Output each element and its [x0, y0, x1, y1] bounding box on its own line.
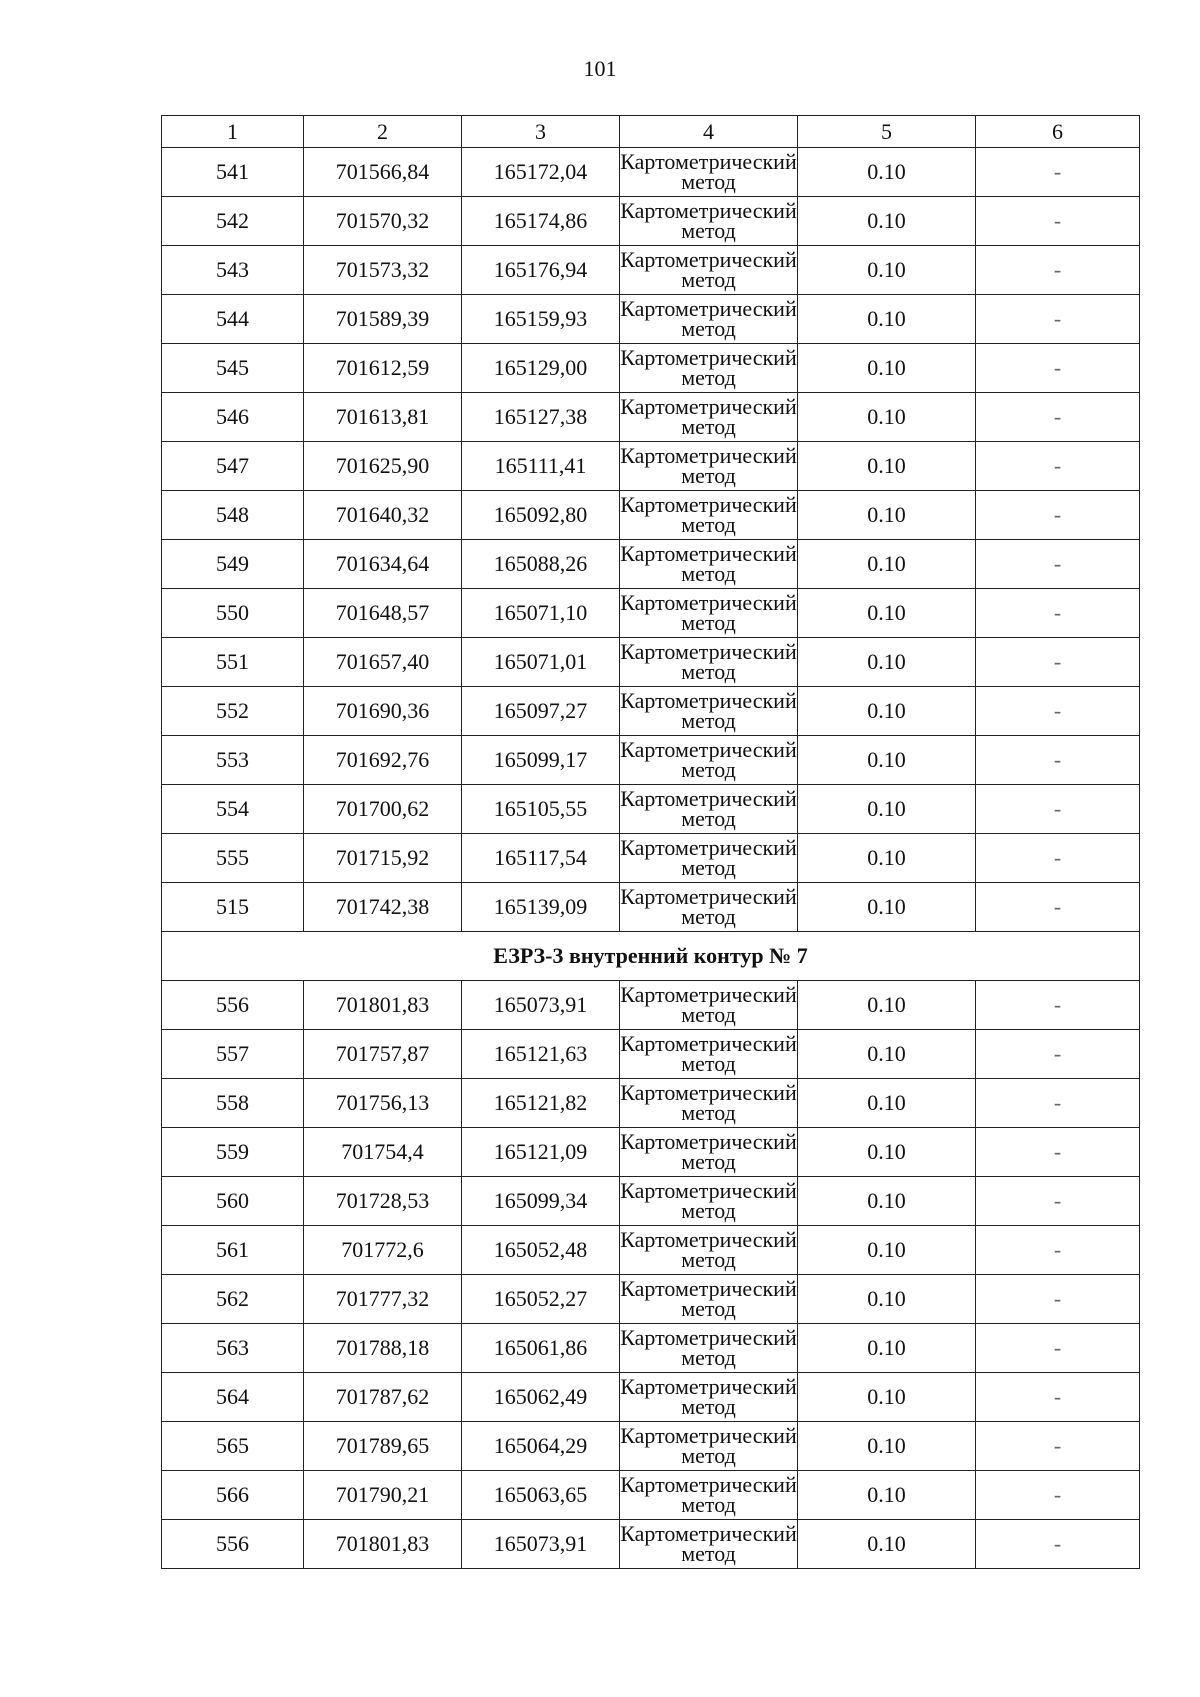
x-coordinate-cell: 701566,84	[304, 148, 462, 197]
note-cell: -	[976, 1520, 1140, 1569]
method-cell: Картометрический метод	[620, 1373, 798, 1422]
accuracy-cell: 0.10	[798, 540, 976, 589]
method-cell: Картометрический метод	[620, 1128, 798, 1177]
method-cell: Картометрический метод	[620, 1520, 798, 1569]
accuracy-cell: 0.10	[798, 589, 976, 638]
x-coordinate-cell: 701573,32	[304, 246, 462, 295]
x-coordinate-cell: 701754,4	[304, 1128, 462, 1177]
note-cell: -	[976, 246, 1140, 295]
accuracy-cell: 0.10	[798, 1128, 976, 1177]
note-cell: -	[976, 295, 1140, 344]
x-coordinate-cell: 701801,83	[304, 1520, 462, 1569]
y-coordinate-cell: 165129,00	[462, 344, 620, 393]
point-number-cell: 548	[162, 491, 304, 540]
table-row	[162, 638, 1140, 687]
note-cell: -	[976, 442, 1140, 491]
y-coordinate-cell: 165121,09	[462, 1128, 620, 1177]
y-coordinate-cell: 165105,55	[462, 785, 620, 834]
section-row	[162, 932, 1140, 981]
method-cell: Картометрический метод	[620, 1177, 798, 1226]
table-row	[162, 197, 1140, 246]
table-row	[162, 491, 1140, 540]
method-cell: Картометрический метод	[620, 246, 798, 295]
accuracy-cell: 0.10	[798, 1030, 976, 1079]
x-coordinate-cell: 701790,21	[304, 1471, 462, 1520]
method-cell: Картометрический метод	[620, 1471, 798, 1520]
accuracy-cell: 0.10	[798, 1079, 976, 1128]
table-row	[162, 834, 1140, 883]
accuracy-cell: 0.10	[798, 295, 976, 344]
x-coordinate-cell: 701612,59	[304, 344, 462, 393]
point-number-cell: 550	[162, 589, 304, 638]
note-cell: -	[976, 834, 1140, 883]
method-cell: Картометрический метод	[620, 491, 798, 540]
point-number-cell: 560	[162, 1177, 304, 1226]
accuracy-cell: 0.10	[798, 1471, 976, 1520]
point-number-cell: 542	[162, 197, 304, 246]
method-cell: Картометрический метод	[620, 785, 798, 834]
note-cell: -	[976, 1030, 1140, 1079]
point-number-cell: 555	[162, 834, 304, 883]
point-number-cell: 553	[162, 736, 304, 785]
y-coordinate-cell: 165071,10	[462, 589, 620, 638]
method-cell: Картометрический метод	[620, 1422, 798, 1471]
note-cell: -	[976, 589, 1140, 638]
y-coordinate-cell: 165127,38	[462, 393, 620, 442]
point-number-cell: 561	[162, 1226, 304, 1275]
method-cell: Картометрический метод	[620, 295, 798, 344]
y-coordinate-cell: 165111,41	[462, 442, 620, 491]
method-cell: Картометрический метод	[620, 981, 798, 1030]
point-number-cell: 515	[162, 883, 304, 932]
accuracy-cell: 0.10	[798, 442, 976, 491]
y-coordinate-cell: 165099,34	[462, 1177, 620, 1226]
point-number-cell: 556	[162, 981, 304, 1030]
note-cell: -	[976, 1226, 1140, 1275]
method-cell: Картометрический метод	[620, 589, 798, 638]
x-coordinate-cell: 701648,57	[304, 589, 462, 638]
method-cell: Картометрический метод	[620, 834, 798, 883]
y-coordinate-cell: 165097,27	[462, 687, 620, 736]
column-header-6: 6	[976, 116, 1140, 148]
note-cell: -	[976, 1128, 1140, 1177]
accuracy-cell: 0.10	[798, 1373, 976, 1422]
column-header-3: 3	[462, 116, 620, 148]
y-coordinate-cell: 165121,63	[462, 1030, 620, 1079]
note-cell: -	[976, 393, 1140, 442]
table-row	[162, 736, 1140, 785]
table-row	[162, 1128, 1140, 1177]
note-cell: -	[976, 1373, 1140, 1422]
note-cell: -	[976, 148, 1140, 197]
x-coordinate-cell: 701640,32	[304, 491, 462, 540]
point-number-cell: 556	[162, 1520, 304, 1569]
y-coordinate-cell: 165088,26	[462, 540, 620, 589]
method-cell: Картометрический метод	[620, 1079, 798, 1128]
point-number-cell: 564	[162, 1373, 304, 1422]
x-coordinate-cell: 701789,65	[304, 1422, 462, 1471]
accuracy-cell: 0.10	[798, 1422, 976, 1471]
x-coordinate-cell: 701700,62	[304, 785, 462, 834]
y-coordinate-cell: 165121,82	[462, 1079, 620, 1128]
table-row	[162, 344, 1140, 393]
point-number-cell: 563	[162, 1324, 304, 1373]
x-coordinate-cell: 701657,40	[304, 638, 462, 687]
table-row	[162, 589, 1140, 638]
point-number-cell: 562	[162, 1275, 304, 1324]
x-coordinate-cell: 701756,13	[304, 1079, 462, 1128]
accuracy-cell: 0.10	[798, 1324, 976, 1373]
accuracy-cell: 0.10	[798, 1226, 976, 1275]
method-cell: Картометрический метод	[620, 540, 798, 589]
note-cell: -	[976, 687, 1140, 736]
y-coordinate-cell: 165073,91	[462, 1520, 620, 1569]
x-coordinate-cell: 701757,87	[304, 1030, 462, 1079]
method-cell: Картометрический метод	[620, 883, 798, 932]
accuracy-cell: 0.10	[798, 491, 976, 540]
method-cell: Картометрический метод	[620, 687, 798, 736]
accuracy-cell: 0.10	[798, 883, 976, 932]
table-row	[162, 1275, 1140, 1324]
x-coordinate-cell: 701777,32	[304, 1275, 462, 1324]
x-coordinate-cell: 701788,18	[304, 1324, 462, 1373]
section-title: ЕЗРЗ-3 внутренний контур № 7	[162, 932, 1140, 981]
y-coordinate-cell: 165052,48	[462, 1226, 620, 1275]
y-coordinate-cell: 165063,65	[462, 1471, 620, 1520]
accuracy-cell: 0.10	[798, 148, 976, 197]
point-number-cell: 543	[162, 246, 304, 295]
x-coordinate-cell: 701634,64	[304, 540, 462, 589]
table-row	[162, 148, 1140, 197]
accuracy-cell: 0.10	[798, 1520, 976, 1569]
point-number-cell: 557	[162, 1030, 304, 1079]
method-cell: Картометрический метод	[620, 197, 798, 246]
point-number-cell: 549	[162, 540, 304, 589]
table-row	[162, 1373, 1140, 1422]
accuracy-cell: 0.10	[798, 344, 976, 393]
point-number-cell: 559	[162, 1128, 304, 1177]
note-cell: -	[976, 785, 1140, 834]
column-header-5: 5	[798, 116, 976, 148]
y-coordinate-cell: 165159,93	[462, 295, 620, 344]
accuracy-cell: 0.10	[798, 687, 976, 736]
method-cell: Картометрический метод	[620, 638, 798, 687]
table-row	[162, 1324, 1140, 1373]
point-number-cell: 544	[162, 295, 304, 344]
note-cell: -	[976, 491, 1140, 540]
note-cell: -	[976, 1177, 1140, 1226]
point-number-cell: 541	[162, 148, 304, 197]
table-row	[162, 1177, 1140, 1226]
note-cell: -	[976, 540, 1140, 589]
accuracy-cell: 0.10	[798, 736, 976, 785]
accuracy-cell: 0.10	[798, 197, 976, 246]
y-coordinate-cell: 165176,94	[462, 246, 620, 295]
table-row	[162, 981, 1140, 1030]
accuracy-cell: 0.10	[798, 981, 976, 1030]
y-coordinate-cell: 165073,91	[462, 981, 620, 1030]
x-coordinate-cell: 701787,62	[304, 1373, 462, 1422]
method-cell: Картометрический метод	[620, 148, 798, 197]
point-number-cell: 554	[162, 785, 304, 834]
x-coordinate-cell: 701589,39	[304, 295, 462, 344]
point-number-cell: 546	[162, 393, 304, 442]
accuracy-cell: 0.10	[798, 393, 976, 442]
y-coordinate-cell: 165052,27	[462, 1275, 620, 1324]
table-row	[162, 393, 1140, 442]
column-header-4: 4	[620, 116, 798, 148]
note-cell: -	[976, 1324, 1140, 1373]
x-coordinate-cell: 701692,76	[304, 736, 462, 785]
method-cell: Картометрический метод	[620, 1324, 798, 1373]
y-coordinate-cell: 165174,86	[462, 197, 620, 246]
page-number: 101	[583, 56, 617, 81]
table-row	[162, 295, 1140, 344]
table-row	[162, 1079, 1140, 1128]
table-row	[162, 687, 1140, 736]
y-coordinate-cell: 165062,49	[462, 1373, 620, 1422]
table-row	[162, 883, 1140, 932]
table-row	[162, 540, 1140, 589]
method-cell: Картометрический метод	[620, 1226, 798, 1275]
method-cell: Картометрический метод	[620, 344, 798, 393]
table-row	[162, 785, 1140, 834]
table-row	[162, 442, 1140, 491]
x-coordinate-cell: 701625,90	[304, 442, 462, 491]
note-cell: -	[976, 638, 1140, 687]
accuracy-cell: 0.10	[798, 1275, 976, 1324]
method-cell: Картометрический метод	[620, 1030, 798, 1079]
method-cell: Картометрический метод	[620, 442, 798, 491]
x-coordinate-cell: 701728,53	[304, 1177, 462, 1226]
column-header-2: 2	[304, 116, 462, 148]
x-coordinate-cell: 701613,81	[304, 393, 462, 442]
accuracy-cell: 0.10	[798, 638, 976, 687]
note-cell: -	[976, 1275, 1140, 1324]
point-number-cell: 566	[162, 1471, 304, 1520]
table-row	[162, 1520, 1140, 1569]
y-coordinate-cell: 165099,17	[462, 736, 620, 785]
table-row	[162, 1226, 1140, 1275]
y-coordinate-cell: 165092,80	[462, 491, 620, 540]
point-number-cell: 552	[162, 687, 304, 736]
y-coordinate-cell: 165139,09	[462, 883, 620, 932]
table-row	[162, 1030, 1140, 1079]
accuracy-cell: 0.10	[798, 834, 976, 883]
point-number-cell: 558	[162, 1079, 304, 1128]
table-row	[162, 1471, 1140, 1520]
point-number-cell: 565	[162, 1422, 304, 1471]
method-cell: Картометрический метод	[620, 1275, 798, 1324]
x-coordinate-cell: 701715,92	[304, 834, 462, 883]
y-coordinate-cell: 165061,86	[462, 1324, 620, 1373]
method-cell: Картометрический метод	[620, 393, 798, 442]
x-coordinate-cell: 701801,83	[304, 981, 462, 1030]
x-coordinate-cell: 701772,6	[304, 1226, 462, 1275]
table-row	[162, 246, 1140, 295]
accuracy-cell: 0.10	[798, 785, 976, 834]
note-cell: -	[976, 1471, 1140, 1520]
point-number-cell: 551	[162, 638, 304, 687]
note-cell: -	[976, 197, 1140, 246]
x-coordinate-cell: 701570,32	[304, 197, 462, 246]
point-number-cell: 545	[162, 344, 304, 393]
accuracy-cell: 0.10	[798, 246, 976, 295]
y-coordinate-cell: 165117,54	[462, 834, 620, 883]
table-row	[162, 1422, 1140, 1471]
method-cell: Картометрический метод	[620, 736, 798, 785]
note-cell: -	[976, 883, 1140, 932]
x-coordinate-cell: 701742,38	[304, 883, 462, 932]
note-cell: -	[976, 1079, 1140, 1128]
point-number-cell: 547	[162, 442, 304, 491]
y-coordinate-cell: 165064,29	[462, 1422, 620, 1471]
table-header-row	[162, 116, 1140, 148]
note-cell: -	[976, 981, 1140, 1030]
note-cell: -	[976, 736, 1140, 785]
x-coordinate-cell: 701690,36	[304, 687, 462, 736]
column-header-1: 1	[162, 116, 304, 148]
y-coordinate-cell: 165071,01	[462, 638, 620, 687]
y-coordinate-cell: 165172,04	[462, 148, 620, 197]
note-cell: -	[976, 1422, 1140, 1471]
accuracy-cell: 0.10	[798, 1177, 976, 1226]
note-cell: -	[976, 344, 1140, 393]
coordinates-table	[161, 115, 1140, 1569]
